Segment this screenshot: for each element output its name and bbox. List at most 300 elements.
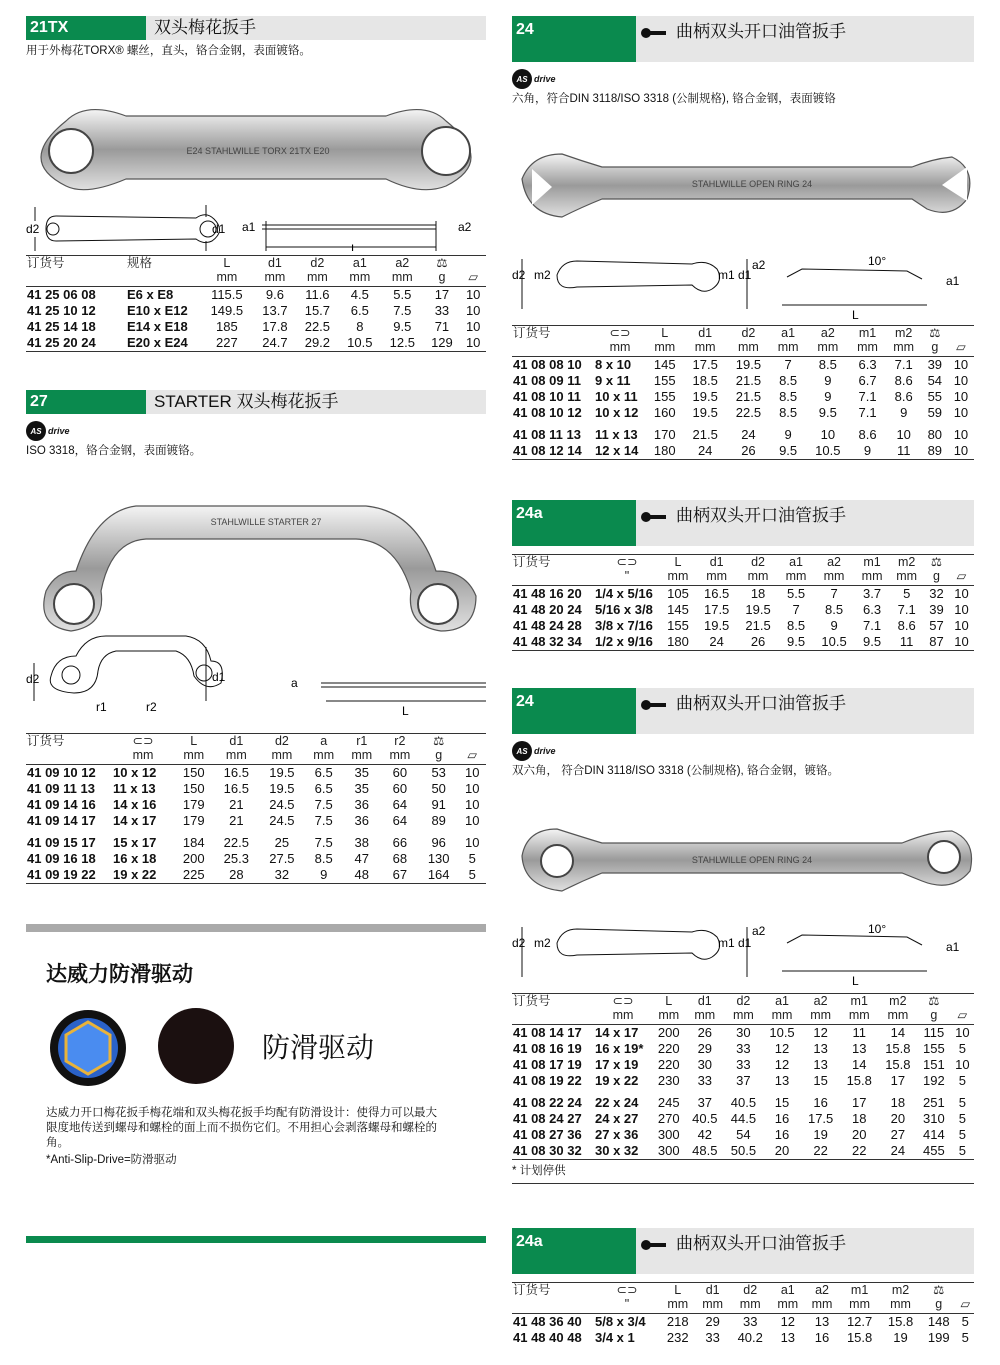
table-cell: 21.5 xyxy=(745,618,771,633)
table-cell: 30 xyxy=(697,1057,713,1072)
flare-nut-icon xyxy=(640,511,666,523)
dim-a: a xyxy=(291,676,298,690)
table-cell: 155 xyxy=(667,618,689,633)
table-cell: 19 x 22 xyxy=(113,867,157,882)
table-cell: 24 xyxy=(697,443,713,458)
table-cell: 7 xyxy=(784,357,792,372)
table-cell: 7.1 xyxy=(858,389,877,404)
table-cell: 115.5 xyxy=(211,287,243,302)
table-cell: 36 xyxy=(354,797,370,812)
table-cell: 28 xyxy=(229,867,244,882)
dim-a1: a1 xyxy=(946,940,960,954)
table-cell: 21.5 xyxy=(735,373,762,388)
table-cell: 9.5 xyxy=(863,634,882,649)
wrench-illustration xyxy=(26,61,486,251)
table-cell: 17.5 xyxy=(692,357,718,372)
scale-icon: ⚖ xyxy=(433,734,445,748)
package-icon: ▱ xyxy=(949,569,974,586)
table-cell: 20 xyxy=(852,1127,867,1142)
table-cell: 60 xyxy=(392,781,408,796)
table-cell: 10 xyxy=(464,813,480,828)
table-cell: 5 xyxy=(958,1143,966,1158)
table-cell: 14 xyxy=(890,1025,906,1040)
dim-a2: a2 xyxy=(458,220,472,234)
table-cell: 105 xyxy=(667,586,689,601)
table-cell: 80 xyxy=(927,427,943,442)
table-cell: 3.7 xyxy=(863,586,882,601)
section-description: ISO 3318，铬合金钢，表面镀铬。 xyxy=(26,445,202,457)
table-cell: 20 xyxy=(774,1143,790,1158)
table-cell: 12.5 xyxy=(389,335,415,350)
section-code: 21TX xyxy=(26,16,146,40)
table-cell: 19.5 xyxy=(692,405,718,420)
table-cell: 225 xyxy=(182,867,205,882)
table-cell: 9 xyxy=(320,867,328,882)
table-row xyxy=(26,765,486,782)
section-title: STARTER 双头梅花扳手 xyxy=(154,392,339,411)
table-cell: 7.1 xyxy=(858,405,877,420)
section-header xyxy=(512,688,974,734)
dim-angle: 10° xyxy=(868,254,887,268)
flare-nut-icon xyxy=(640,1239,666,1251)
section-title: 双头梅花扳手 xyxy=(154,18,256,37)
table-cell: 220 xyxy=(657,1041,680,1056)
table-cell: 199 xyxy=(927,1330,950,1345)
anti-slip-drive-icon xyxy=(48,1008,128,1088)
footnote: * 计划停供 xyxy=(512,1165,566,1177)
table-cell: 10 xyxy=(465,303,481,318)
table-cell: 1/4 x 5/16 xyxy=(595,586,653,601)
table-cell: 300 xyxy=(657,1127,680,1142)
table-cell: 17 xyxy=(890,1073,906,1088)
table-cell: 41 08 12 14 xyxy=(513,443,582,458)
table-cell: 10 xyxy=(953,389,969,404)
table-cell: 27 xyxy=(890,1127,906,1142)
table-cell: 41 09 15 17 xyxy=(27,835,96,850)
table-cell: 33 xyxy=(736,1057,751,1072)
table-row xyxy=(512,443,974,459)
table-cell: 22.5 xyxy=(304,319,331,334)
table-cell: 19.5 xyxy=(269,781,295,796)
table-cell: 10 xyxy=(954,602,969,617)
table-cell: 455 xyxy=(923,1143,945,1158)
dim-d2: d2 xyxy=(512,268,526,282)
table-cell: 48.5 xyxy=(692,1143,718,1158)
dim-d1: d1 xyxy=(212,670,226,684)
table-row xyxy=(512,373,974,389)
table-cell: E14 x E18 xyxy=(127,319,188,334)
table-cell: 89 xyxy=(431,813,446,828)
table-cell: 35 xyxy=(354,765,370,780)
table-cell: 11 x 13 xyxy=(113,781,156,796)
table-cell: 38 xyxy=(354,835,370,850)
table-cell: 29.2 xyxy=(304,335,331,350)
table-cell: 8.6 xyxy=(894,373,913,388)
table-cell: 9.5 xyxy=(393,319,412,334)
table-cell: 15 x 17 xyxy=(113,835,157,850)
table-cell: 11 xyxy=(896,443,911,458)
table-cell: 8.5 xyxy=(779,389,798,404)
spec-table-27: 订货号 ⊂⊃ L d1 d2 a r1 r2 ⚖ mm mm mm mm mm mm mm g ▱ 41 09 10 12 10 x 12 150 16.5 19.5 6.5 35 60 53 10 41 09 11 13 11 x 13 150 16.5 19.5 6.5 35 60 50 10 41 09 14 16 14 x 16 179 21 24.5 7.5 36 64 91 10 41 09 14 17 14 x 17 179 21 24.5 7.5 36 64 89 10 41 09 15 17 15 x 17 184 22.5 25 7.5 38 66 96 10 41 09 16 18 16 x 18 200 25.3 27.5 8.5 47 68 130 5 41 09 19 22 19 x 22 225 28 32 9 48 67 164 5 xyxy=(26,734,486,883)
table-cell: 32 xyxy=(274,867,290,882)
section-title: 曲柄双头开口油管扳手 xyxy=(640,20,846,44)
table-cell: 17.8 xyxy=(262,319,288,334)
scale-icon: ⚖ xyxy=(933,1283,945,1297)
dim-m1: m1 xyxy=(718,268,735,282)
table-cell: 21 xyxy=(229,797,244,812)
col-order: 订货号 xyxy=(513,1283,551,1297)
table-cell: 7.5 xyxy=(314,813,333,828)
anti-slip-description: 达威力开口梅花扳手梅花端和双头梅花扳手均配有防滑设计：使得力可以最大限度地传送到螺母和螺栓的面上而不损伤它们。不用担心会剥落螺母和螺栓的角。 xyxy=(46,1107,437,1149)
table-cell: 10 xyxy=(953,373,969,388)
table-cell: 414 xyxy=(923,1127,945,1142)
section-27 xyxy=(26,390,486,884)
table-cell: 21.5 xyxy=(735,389,762,404)
table-cell: 55 xyxy=(927,389,943,404)
table-cell: E6 x E8 xyxy=(127,287,174,302)
table-cell: 24.7 xyxy=(262,335,288,350)
dim-a2: a2 xyxy=(752,258,766,272)
dim-a2: a2 xyxy=(752,924,766,938)
table-cell: 9 xyxy=(863,443,872,458)
table-cell: 64 xyxy=(392,797,408,812)
table-cell: 115 xyxy=(923,1025,945,1040)
table-cell: 41 48 20 24 xyxy=(513,602,582,617)
table-cell: 170 xyxy=(653,427,676,442)
table-cell: 10 xyxy=(465,287,481,302)
table-cell: 33 xyxy=(736,1041,751,1056)
spec-table-24-hex: 订货号 ⊂⊃ L d1 d2 a1 a2 m1 m2 ⚖ mm mm mm mm mm mm mm mm g ▱ 41 08 08 10 8 x 10 145 17.5 19.5 7 8.5 6.3 7.1 39 10 41 08 09 11 9 x 11 155 18.5 21.5 8.5 9 6.7 8.6 54 10 41 08 10 11 10 x 11 155 19.5 21.5 8.5 9 7.1 8.6 55 10 41 08 10 12 10 x 12 160 19.5 22.5 8.5 9.5 7.1 9 59 10 41 08 11 13 11 x 13 170 21.5 24 9 10 8.6 10 80 10 41 08 12 14 12 x 14 180 24 26 9.5 10.5 9 11 89 10 xyxy=(512,326,974,459)
section-21tx xyxy=(26,16,486,352)
table-cell: 160 xyxy=(653,405,676,420)
table-cell: 227 xyxy=(216,335,238,350)
table-cell: 155 xyxy=(653,373,676,388)
table-cell: 8.6 xyxy=(894,389,913,404)
table-cell: 10 xyxy=(820,427,836,442)
table-cell: 8.5 xyxy=(825,602,844,617)
table-cell: 39 xyxy=(929,602,944,617)
table-cell: 10.5 xyxy=(347,335,373,350)
col-order: 订货号 xyxy=(513,555,551,569)
table-cell: 129 xyxy=(431,335,453,350)
table-cell: E10 x E12 xyxy=(127,303,188,318)
table-cell: 24.5 xyxy=(269,813,295,828)
table-cell: 9 xyxy=(900,405,908,420)
table-cell: 35 xyxy=(354,781,370,796)
table-cell: 64 xyxy=(392,813,408,828)
wrench-size-icon: ⊂⊃ xyxy=(616,555,638,569)
table-cell: 17 x 19 xyxy=(595,1057,639,1072)
table-row xyxy=(512,1089,974,1111)
section-header xyxy=(512,16,974,62)
table-cell: 5 xyxy=(958,1073,966,1088)
table-cell: 10 xyxy=(955,1057,970,1072)
as-drive-logo: AS drive xyxy=(512,68,556,90)
table-cell: 40.5 xyxy=(692,1111,718,1126)
table-cell: 48 xyxy=(354,867,370,882)
col-order: 订货号 xyxy=(27,256,65,270)
package-icon: ▱ xyxy=(460,270,486,287)
table-cell: 7 xyxy=(792,602,800,617)
table-cell: 10 xyxy=(953,405,969,420)
section-description: 双六角， 符合DIN 3118/ISO 3318 (公制规格), 铬合金钢，镀铬。 xyxy=(512,765,839,777)
table-row xyxy=(512,1330,974,1346)
package-icon: ▱ xyxy=(957,1297,974,1314)
col-size: 规格 xyxy=(127,256,153,270)
table-cell: 15.8 xyxy=(885,1041,911,1056)
table-cell: 10 xyxy=(464,797,480,812)
table-cell: 19.5 xyxy=(269,765,295,780)
table-cell: 10 xyxy=(954,634,969,649)
dim-L: L xyxy=(852,308,859,321)
table-row xyxy=(512,1073,974,1089)
table-cell: 149.5 xyxy=(210,303,244,318)
table-cell: 18.5 xyxy=(692,373,718,388)
table-cell: 87 xyxy=(929,634,944,649)
table-cell: 53 xyxy=(431,765,446,780)
table-cell: 19.5 xyxy=(735,357,762,372)
table-cell: 19 x 22 xyxy=(595,1073,639,1088)
spec-table-24a-2: 订货号 ⊂⊃ L d1 d2 a1 a2 m1 m2 ⚖ " mm mm mm mm mm mm mm g ▱ 41 48 36 40 5/8 x 3/4 218 29 33 12 13 12.7 15.8 148 5 41 48 40 48 3/4 x 1 232 33 40.2 13 16 15.8 19 199 5 xyxy=(512,1283,974,1346)
section-code: 24a xyxy=(512,500,636,546)
table-cell: 10.5 xyxy=(815,443,841,458)
anti-slip-section xyxy=(26,924,486,1243)
table-cell: 148 xyxy=(927,1314,950,1329)
table-cell: 16 x 18 xyxy=(113,851,157,866)
table-cell: 5/8 x 3/4 xyxy=(595,1314,646,1329)
table-cell: 12.7 xyxy=(846,1314,873,1329)
table-cell: 7.1 xyxy=(894,357,913,372)
table-cell: 19 xyxy=(893,1330,908,1345)
col-a1: a1 xyxy=(352,256,367,270)
table-cell: 41 08 10 12 xyxy=(513,405,582,420)
table-cell: 41 09 16 18 xyxy=(27,851,96,866)
section-code: 24a xyxy=(512,1228,636,1274)
wrench-size-icon: ⊂⊃ xyxy=(616,1283,638,1297)
table-cell: 10 xyxy=(953,357,969,372)
dim-d1: d1 xyxy=(738,936,752,950)
col-order: 订货号 xyxy=(513,994,551,1008)
table-cell: 41 08 14 17 xyxy=(513,1025,582,1040)
table-cell: 41 48 24 28 xyxy=(513,618,582,633)
dim-L: L xyxy=(351,242,358,251)
table-cell: 5 xyxy=(961,1314,969,1329)
col-order: 订货号 xyxy=(513,326,551,340)
table-cell: 30 x 32 xyxy=(595,1143,639,1158)
table-cell: 16.5 xyxy=(223,765,249,780)
table-cell: 13 xyxy=(813,1057,828,1072)
table-cell: 18 xyxy=(750,586,766,601)
wrench-marking: E24 STAHLWILLE TORX 21TX E20 xyxy=(186,146,330,156)
table-cell: 16 xyxy=(774,1127,790,1142)
table-cell: 5 xyxy=(468,851,476,866)
table-cell: 30 xyxy=(736,1025,751,1040)
table-cell: 1/2 x 9/16 xyxy=(595,634,653,649)
col-d2: d2 xyxy=(310,256,325,270)
table-cell: 32 xyxy=(929,586,944,601)
table-cell: 89 xyxy=(927,443,943,458)
section-header xyxy=(512,500,974,546)
table-cell: 33 xyxy=(697,1073,713,1088)
table-cell: 5 xyxy=(958,1111,966,1126)
table-cell: 50 xyxy=(431,781,446,796)
table-cell: 6.7 xyxy=(858,373,877,388)
table-cell: 22.5 xyxy=(223,835,249,850)
table-cell: 10 x 12 xyxy=(595,405,639,420)
table-cell: 41 08 16 19 xyxy=(513,1041,582,1056)
wrench-size-icon: ⊂⊃ xyxy=(612,994,634,1008)
table-cell: 12 xyxy=(774,1041,790,1056)
table-cell: 41 08 19 22 xyxy=(513,1073,582,1088)
table-cell: 42 xyxy=(697,1127,713,1142)
table-cell: 33 xyxy=(434,303,450,318)
table-row xyxy=(26,829,486,851)
table-cell: 41 09 19 22 xyxy=(27,867,96,882)
table-cell: 33 xyxy=(742,1314,758,1329)
table-row xyxy=(512,1127,974,1143)
section-description: 六角，符合DIN 3118/ISO 3318 (公制规格), 铬合金钢，表面镀铬 xyxy=(512,93,836,105)
table-cell: 25 xyxy=(274,835,290,850)
table-cell: 150 xyxy=(182,781,205,796)
section-header xyxy=(26,390,486,414)
table-cell: 230 xyxy=(657,1073,680,1088)
wrench-size-icon: ⊂⊃ xyxy=(132,734,154,748)
table-cell: 59 xyxy=(927,405,943,420)
table-cell: 54 xyxy=(736,1127,751,1142)
table-cell: 5.5 xyxy=(787,586,806,601)
table-cell: 22 xyxy=(813,1143,828,1158)
table-cell: 184 xyxy=(182,835,205,850)
table-cell: 15.7 xyxy=(304,303,331,318)
table-cell: 15 xyxy=(813,1073,828,1088)
section-description: 用于外梅花TORX® 螺丝，直头，铬合金钢，表面镀铬。 xyxy=(26,45,311,57)
table-cell: 10 xyxy=(954,586,969,601)
table-cell: 41 25 20 24 xyxy=(27,335,96,350)
table-cell: 54 xyxy=(927,373,943,388)
table-cell: 251 xyxy=(923,1095,945,1110)
table-cell: 29 xyxy=(705,1314,720,1329)
table-cell: 68 xyxy=(392,851,408,866)
table-cell: 9 xyxy=(830,618,838,633)
section-header xyxy=(512,1228,974,1274)
table-cell: 13 xyxy=(780,1330,796,1345)
table-cell: 39 xyxy=(927,357,943,372)
starter-wrench-image xyxy=(26,461,486,729)
wrench-marking: STAHLWILLE OPEN RING 24 xyxy=(691,855,813,865)
table-cell: 9 xyxy=(824,373,832,388)
table-cell: 5 xyxy=(903,586,911,601)
table-cell: 57 xyxy=(929,618,944,633)
table-row xyxy=(512,1041,974,1057)
section-24-double-hex xyxy=(512,688,974,1184)
table-cell: 3/4 x 1 xyxy=(595,1330,635,1345)
table-cell: 10 xyxy=(954,618,969,633)
table-cell: 8.6 xyxy=(858,427,877,442)
table-cell: 24 xyxy=(741,427,756,442)
wrench-marking: STAHLWILLE OPEN RING 24 xyxy=(691,179,813,189)
table-cell: 10 xyxy=(953,427,969,442)
table-row xyxy=(512,602,974,618)
table-cell: 11 xyxy=(899,634,914,649)
table-cell: 245 xyxy=(657,1095,680,1110)
table-cell: 37 xyxy=(697,1095,713,1110)
spec-table-24a-1: 订货号 ⊂⊃ L d1 d2 a1 a2 m1 m2 ⚖ " mm mm mm mm mm mm mm g ▱ 41 48 16 20 1/4 x 5/16 105 16.5 18 5.5 7 3.7 5 32 10 41 48 20 24 5/16 x 3/8 145 17.5 19.5 7 8.5 6.3 7.1 39 10 41 48 24 28 3/8 x 7/16 155 19.5 21.5 8.5 9 7.1 8.6 57 10 41 48 32 34 1/2 x 9/16 180 24 26 9.5 10.5 9.5 11 87 10 xyxy=(512,555,974,650)
table-cell: 218 xyxy=(666,1314,689,1329)
table-cell: 8 x 10 xyxy=(595,357,632,372)
table-cell: 17.5 xyxy=(807,1111,834,1126)
table-cell: 8.5 xyxy=(314,851,333,866)
flare-nut-icon xyxy=(640,699,666,711)
scale-icon: ⚖ xyxy=(928,994,940,1008)
table-cell: 200 xyxy=(182,851,205,866)
table-cell: 13.7 xyxy=(262,303,288,318)
table-cell: 41 08 11 13 xyxy=(513,427,581,442)
table-cell: 155 xyxy=(923,1041,945,1056)
flare-wrench-image-1 xyxy=(512,109,974,321)
table-cell: 41 25 10 12 xyxy=(27,303,96,318)
table-cell: 16.5 xyxy=(223,781,249,796)
dim-a1: a1 xyxy=(242,220,256,234)
spec-table-24-double-hex: 订货号 ⊂⊃ L d1 d2 a1 a2 m1 m2 ⚖ mm mm mm mm mm mm mm mm g ▱ 41 08 14 17 14 x 17 200 26 30 10.5 12 11 14 115 10 41 08 16 19 16 x 19* 220 29 33 12 13 13 15.8 155 5 41 08 17 19 17 x 19 220 30 33 12 13 14 15.8 151 10 41 08 19 22 19 x 22 230 33 37 13 15 15.8 17 192 5 41 08 22 24 22 x 24 245 37 40.5 15 16 17 18 251 5 41 08 24 27 24 x 27 270 40.5 44.5 16 17.5 18 20 310 5 41 08 27 36 27 x 36 300 42 54 16 19 20 27 414 5 41 08 30 32 30 x 32 300 48.5 50.5 20 22 22 24 455 5 xyxy=(512,994,974,1159)
table-cell: 17 xyxy=(852,1095,867,1110)
table-cell: 15 xyxy=(774,1095,790,1110)
table-cell: 71 xyxy=(434,319,450,334)
table-cell: 6.3 xyxy=(858,357,877,372)
table-row xyxy=(26,851,486,867)
table-row xyxy=(512,357,974,374)
table-row xyxy=(512,586,974,603)
table-row xyxy=(26,797,486,813)
table-cell: 232 xyxy=(666,1330,689,1345)
table-cell: 10 xyxy=(465,335,481,350)
table-cell: 41 48 16 20 xyxy=(513,586,582,601)
table-cell: 19.5 xyxy=(692,389,718,404)
table-cell: 179 xyxy=(182,797,205,812)
table-cell: 9 x 11 xyxy=(595,373,631,388)
wrench-illustration xyxy=(26,461,486,729)
table-cell: 6.3 xyxy=(863,602,882,617)
table-row xyxy=(26,319,486,335)
table-cell: 5 xyxy=(958,1127,966,1142)
dim-r2: r2 xyxy=(146,700,157,714)
table-cell: 41 08 24 27 xyxy=(513,1111,582,1126)
table-cell: 8 xyxy=(356,319,364,334)
table-row xyxy=(26,303,486,319)
table-cell: 7.5 xyxy=(393,303,412,318)
table-cell: 21 xyxy=(229,813,244,828)
table-row xyxy=(512,1057,974,1073)
section-code: 27 xyxy=(26,390,146,414)
table-cell: 91 xyxy=(431,797,446,812)
table-cell: 41 08 22 24 xyxy=(513,1095,582,1110)
table-cell: 11.6 xyxy=(305,287,330,302)
section-24a-inch-2 xyxy=(512,1228,974,1346)
table-cell: 10 xyxy=(465,319,481,334)
table-cell: 8.5 xyxy=(787,618,806,633)
black-circle-icon xyxy=(158,1008,234,1084)
table-cell: 14 x 17 xyxy=(113,813,157,828)
dim-L: L xyxy=(402,704,409,718)
table-cell: 41 09 14 16 xyxy=(27,797,96,812)
table-row xyxy=(26,781,486,797)
table-cell: 96 xyxy=(431,835,446,850)
table-cell: 41 09 14 17 xyxy=(27,813,96,828)
table-cell: 18 xyxy=(890,1095,906,1110)
table-cell: 8.5 xyxy=(779,373,798,388)
table-cell: 40.2 xyxy=(737,1330,763,1345)
table-cell: 8.6 xyxy=(897,618,916,633)
wrench-illustration xyxy=(512,781,974,989)
